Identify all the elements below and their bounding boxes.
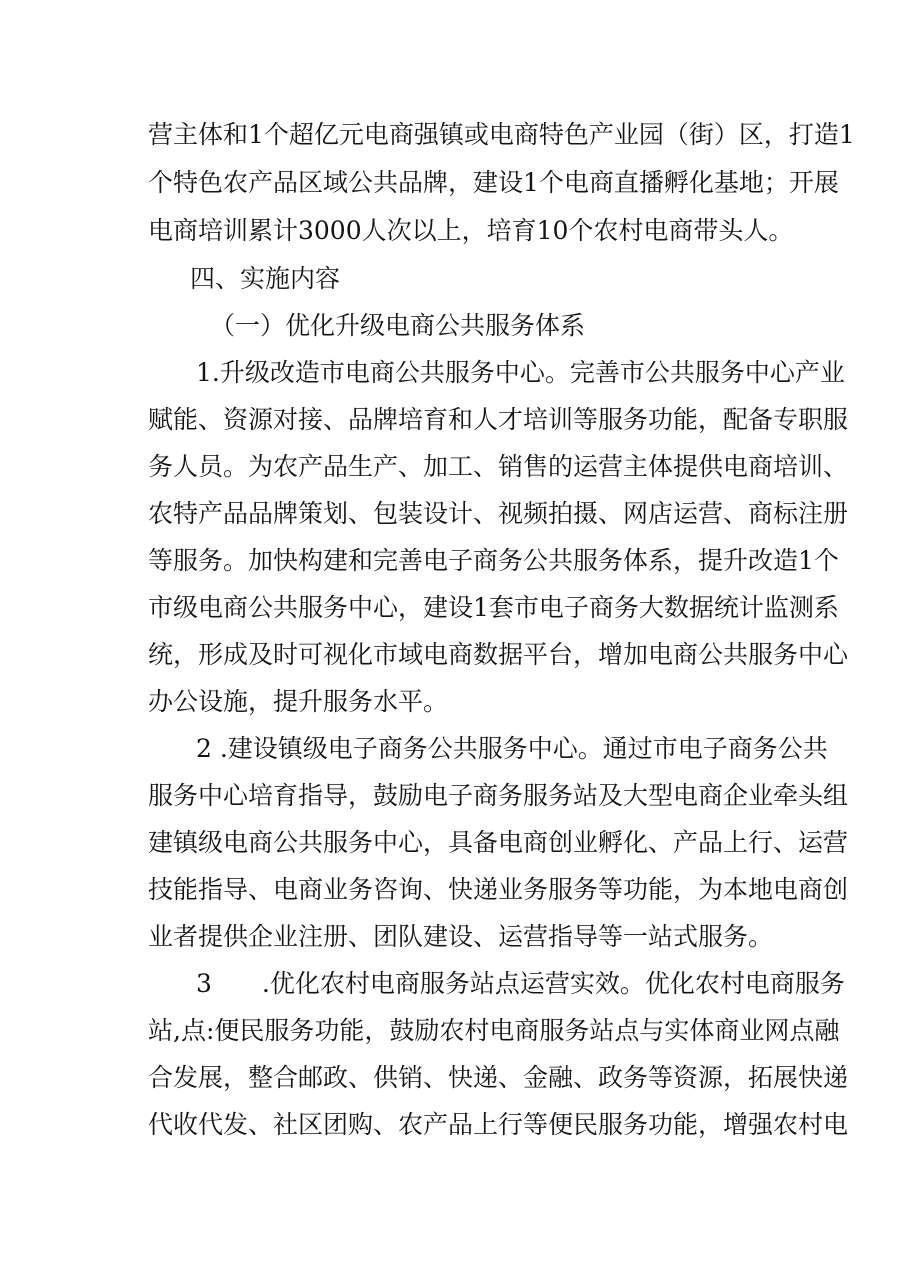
paragraph-line: 电商培训累计3000人次以上，培育10个农村电商带头人。 [148, 216, 794, 245]
section-heading: 四、实施内容 [190, 264, 341, 293]
paragraph-line: 代收代发、社区团购、农产品上行等便民服务功能，增强农村电 [148, 1110, 849, 1139]
paragraph-line: 建镇级电商公共服务中心，具备电商创业孵化、产品上行、运营 [148, 828, 849, 857]
paragraph-line: 务人员。为农产品生产、加工、销售的运营主体提供电商培训、 [148, 452, 849, 481]
paragraph-line: 农特产品品牌策划、包装设计、视频拍摄、网店运营、商标注册 [148, 499, 849, 528]
subsection-heading: （一）优化升级电商公共服务体系 [210, 311, 586, 340]
paragraph-line: 3 .优化农村电商服务站点运营实效。优化农村电商服务 [196, 969, 845, 998]
paragraph-line: 服务中心培育指导，鼓励电子商务服务站及大型电商企业牵头组 [148, 781, 849, 810]
paragraph-line: 合发展，整合邮政、供销、快递、金融、政务等资源，拓展快递 [148, 1063, 849, 1092]
paragraph-line: 站,点:便民服务功能，鼓励农村电商服务站点与实体商业网点融 [148, 1016, 840, 1045]
paragraph-line: 1.升级改造市电商公共服务中心。完善市公共服务中心产业 [196, 358, 845, 387]
paragraph-line: 赋能、资源对接、品牌培育和人才培训等服务功能，配备专职服 [148, 405, 849, 434]
paragraph-line: 等服务。加快构建和完善电子商务公共服务体系，提升改造1个 [148, 546, 839, 575]
paragraph-line: 个特色农产品区域公共品牌，建设1个电商直播孵化基地；开展 [148, 168, 839, 197]
paragraph-line: 技能指导、电商业务咨询、快递业务服务等功能，为本地电商创 [148, 875, 849, 904]
paragraph-line: 业者提供企业注册、团队建设、运营指导等一站式服务。 [148, 922, 774, 951]
paragraph-line: 统，形成及时可视化市域电商数据平台，增加电商公共服务中心 [148, 640, 849, 669]
paragraph-line: 市级电商公共服务中心，建设1套市电子商务大数据统计监测系 [148, 593, 839, 622]
paragraph-line: 营主体和1个超亿元电商强镇或电商特色产业园（街）区，打造1 [148, 120, 855, 149]
paragraph-line: 2 .建设镇级电子商务公共服务中心。通过市电子商务公共 [196, 734, 828, 763]
paragraph-line: 办公设施，提升服务水平。 [148, 687, 449, 716]
